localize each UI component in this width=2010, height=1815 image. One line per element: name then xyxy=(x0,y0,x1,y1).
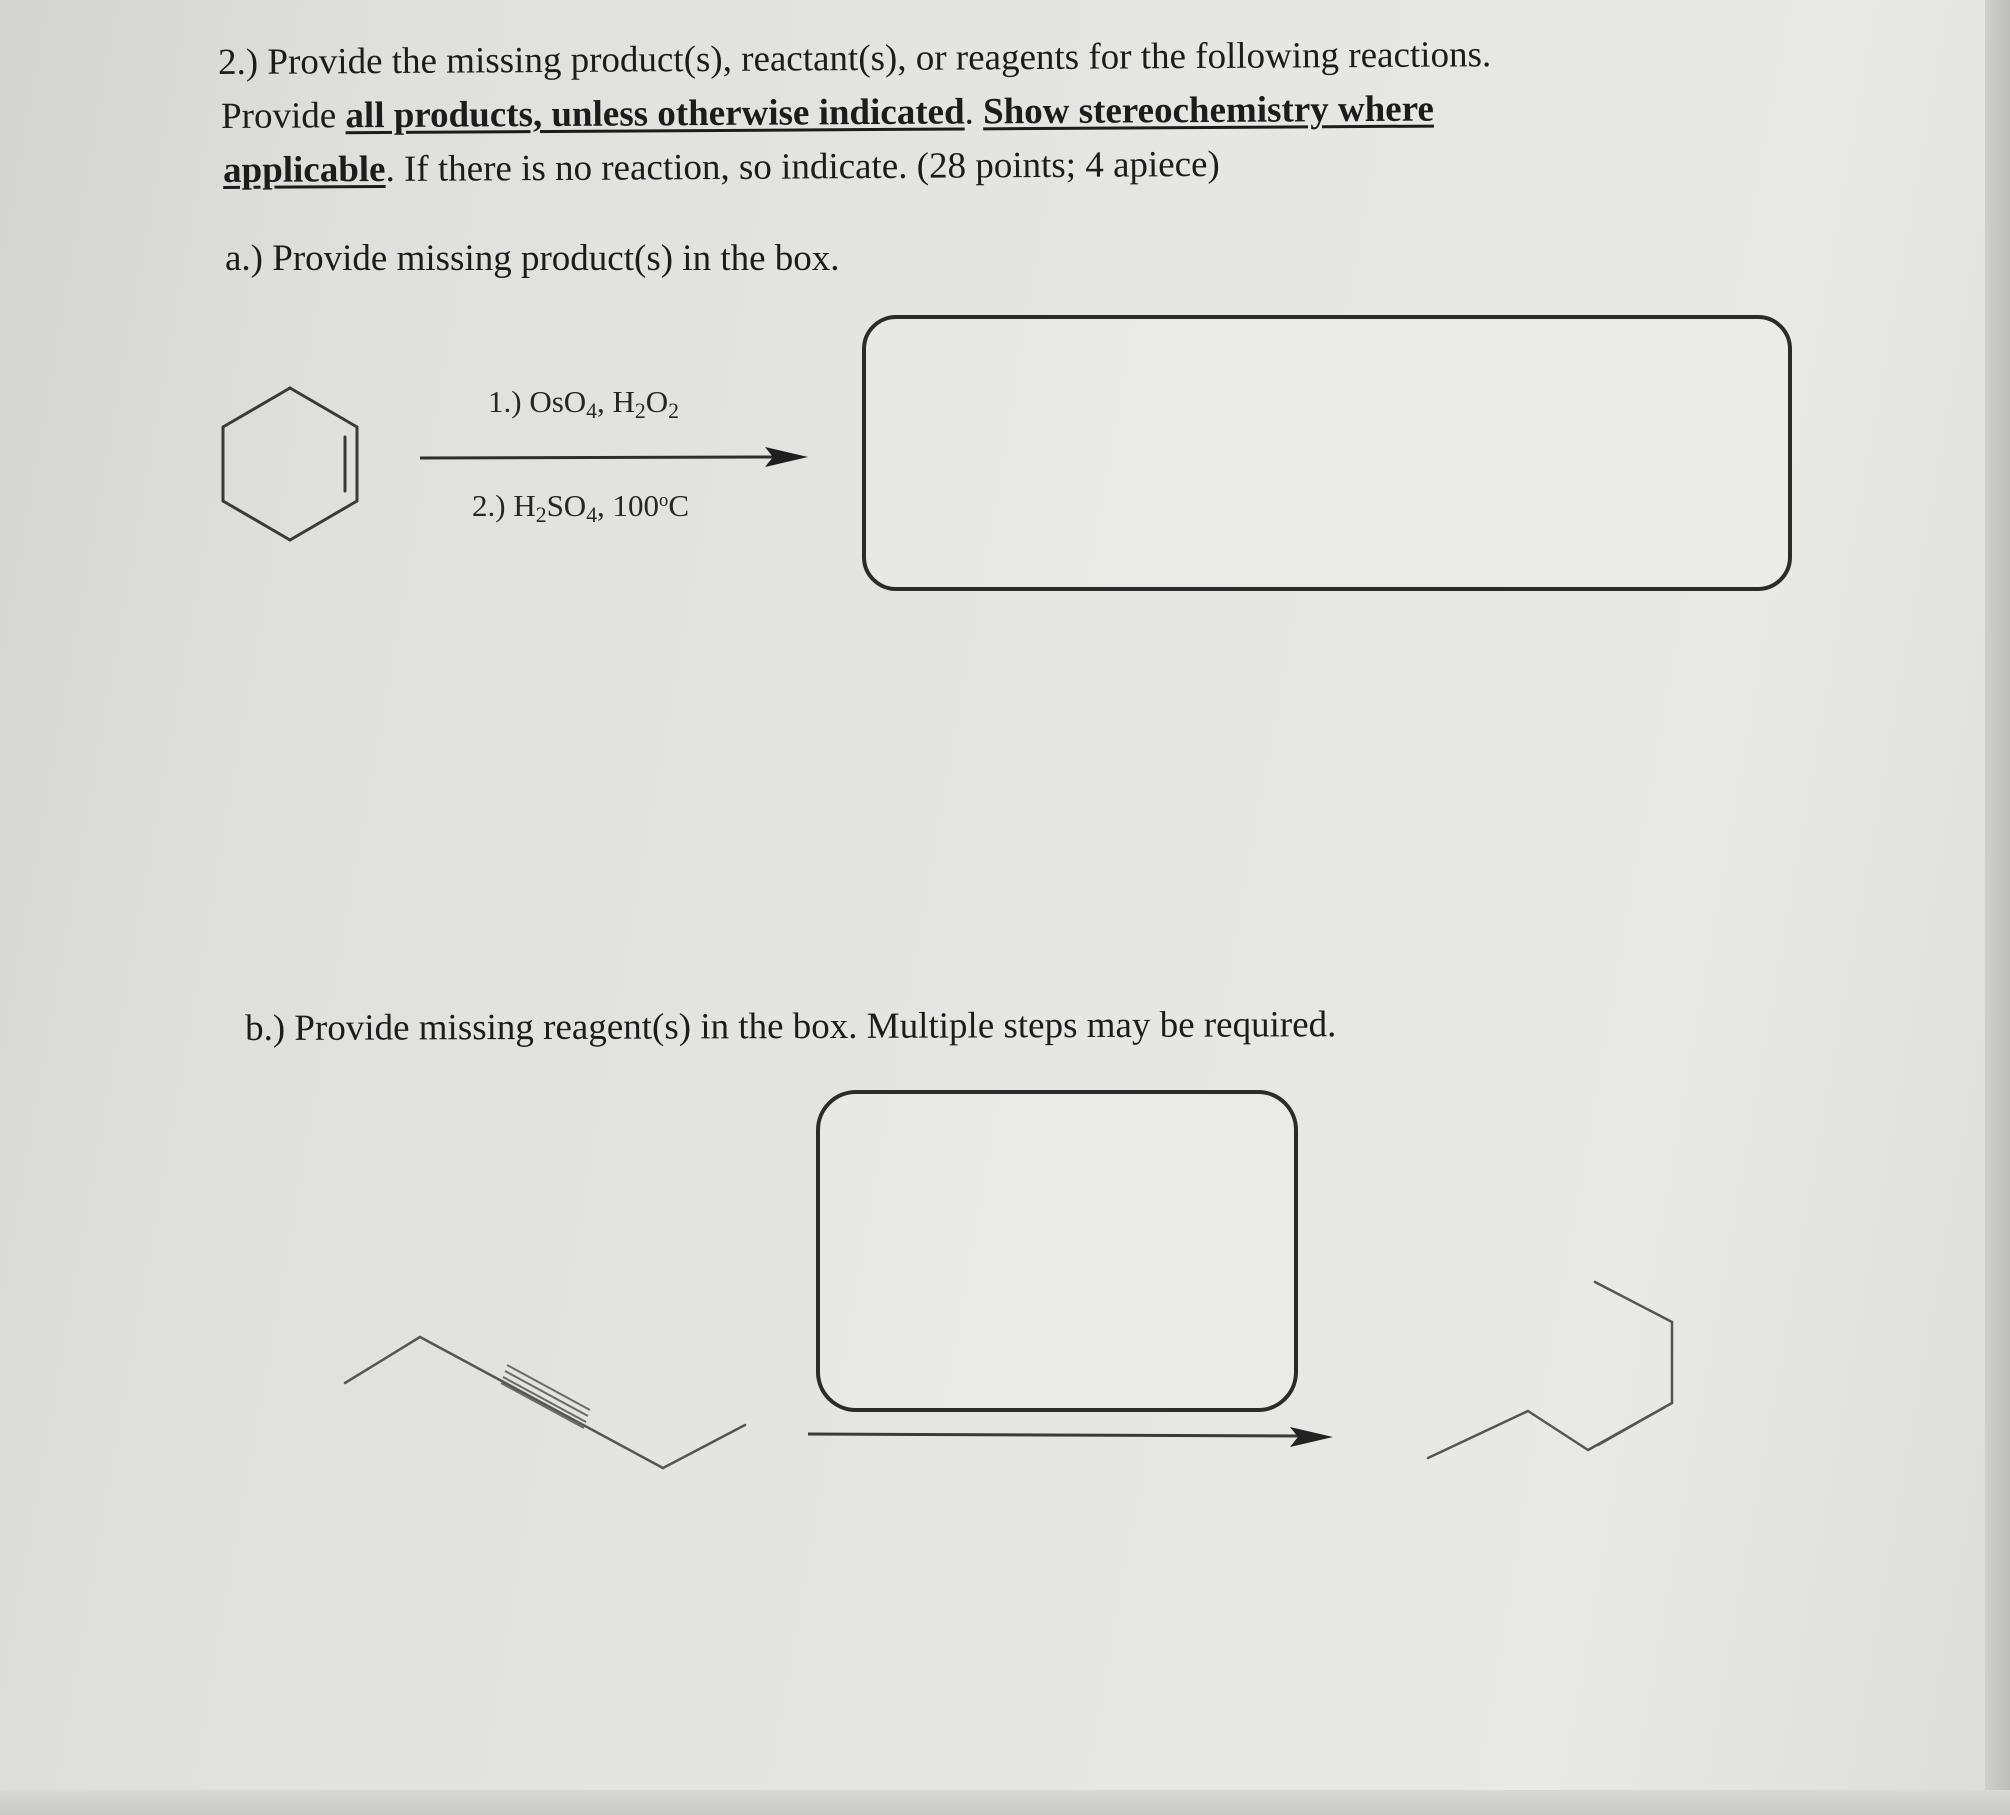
reagent-step-2: 2.) $H_2SO_4$, 100$^o$C xyxy=(472,488,690,528)
question-line-3: applicable. If there is no reaction, so indicate. (28 points; 4 apiece) xyxy=(222,143,1220,191)
question-number: 2.) xyxy=(217,41,259,83)
question-line-2: Provide all products, unless otherwise indicated. Show stereochemistry where xyxy=(220,88,1434,137)
emphasis-stereochemistry: Show stereochemistry where xyxy=(982,88,1434,133)
part-b-label: b.) Provide missing reagent(s) in the box. Multiple steps may be required. xyxy=(244,1004,1337,1049)
question-instruction: Provide the missing product(s), reactant(s), or reagents for the following reactions. xyxy=(267,34,1492,83)
emphasis-applicable: applicable xyxy=(222,149,386,191)
part-a-label: a.) Provide missing product(s) in the box. xyxy=(225,238,840,279)
reagent-step-1: 1.) OsO$_4$, $H_2O_2$ xyxy=(488,384,679,424)
emphasis-all-products: all products, unless otherwise indicated xyxy=(345,91,965,137)
